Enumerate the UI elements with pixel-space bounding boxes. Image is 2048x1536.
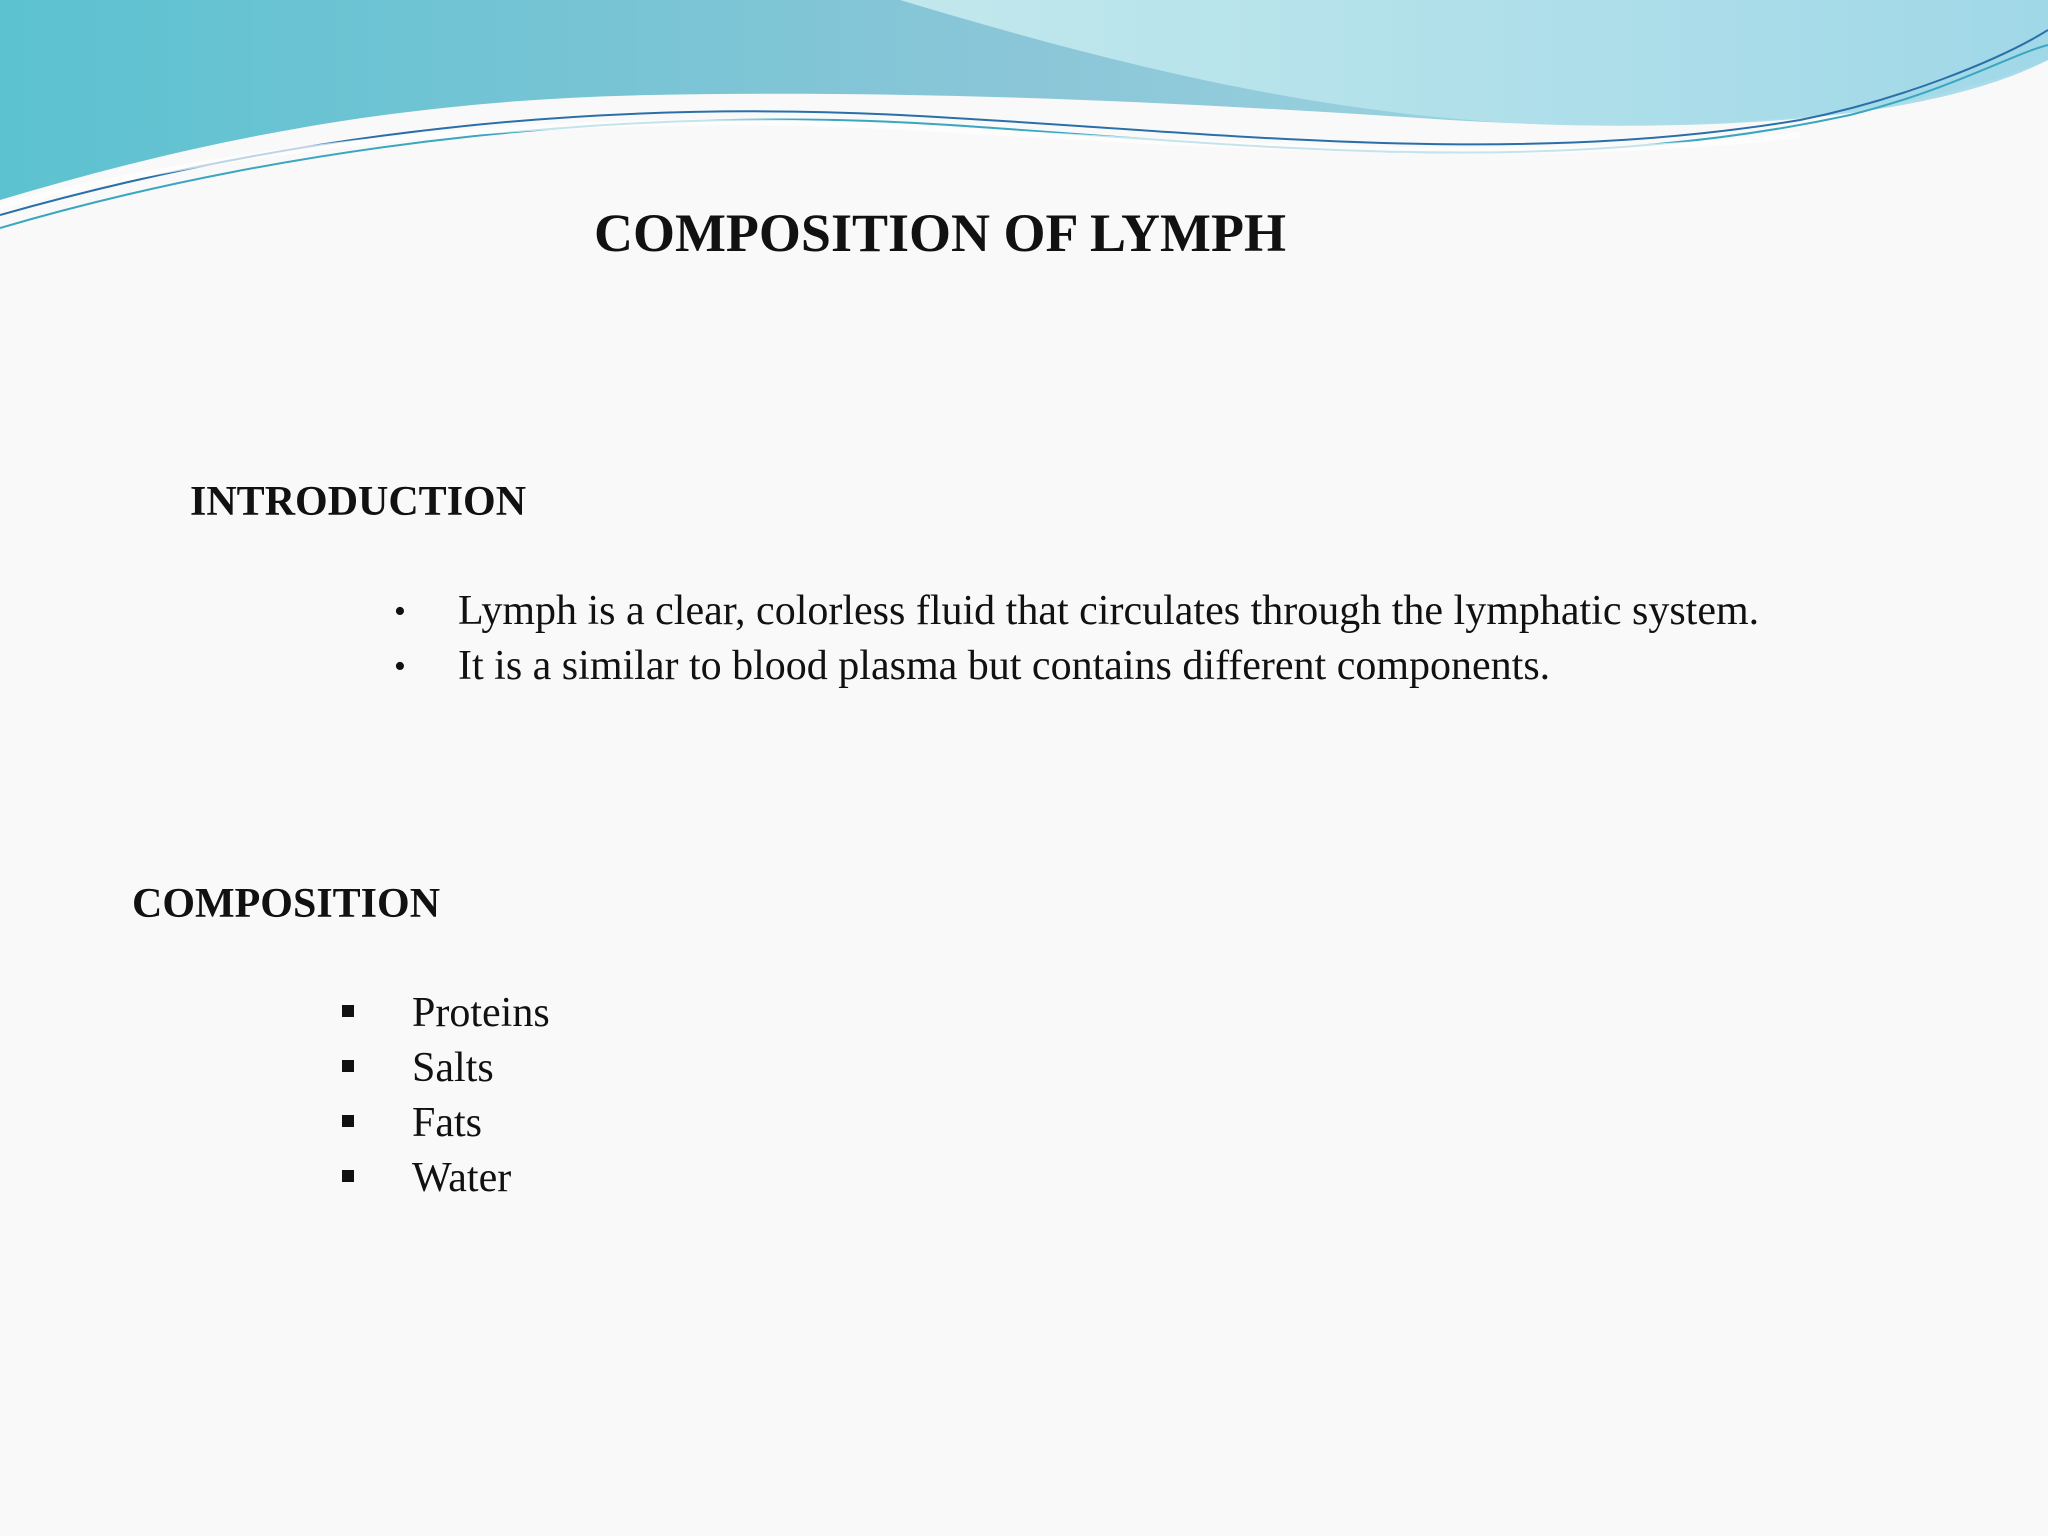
introduction-list [394, 584, 1759, 694]
bullet-dot-icon: • [394, 648, 406, 685]
square-bullet-icon [342, 1170, 354, 1182]
composition-list [338, 986, 550, 1206]
square-bullet-icon [342, 1060, 354, 1072]
composition-heading: COMPOSITION [132, 881, 441, 927]
list-item-text: Salts [412, 1045, 494, 1091]
list-item [338, 1041, 550, 1096]
list-item [338, 1151, 550, 1206]
list-item-text: Fats [412, 1100, 483, 1146]
list-item-text: It is a similar to blood plasma but contains different components. [458, 643, 1551, 689]
list-item [338, 986, 550, 1041]
introduction-heading: INTRODUCTION [190, 479, 527, 525]
list-item-text: Proteins [412, 990, 550, 1036]
bullet-dot-icon: • [394, 593, 406, 630]
list-item [338, 1096, 550, 1151]
slide-title: COMPOSITION OF LYMPH [593, 203, 1287, 263]
list-item [394, 639, 1759, 694]
list-item-text: Lymph is a clear, colorless fluid that circulates through the lymphatic system. [458, 588, 1760, 634]
list-item [394, 584, 1759, 639]
list-item-text: Water [412, 1155, 512, 1201]
square-bullet-icon [342, 1115, 354, 1127]
square-bullet-icon [342, 1005, 354, 1017]
